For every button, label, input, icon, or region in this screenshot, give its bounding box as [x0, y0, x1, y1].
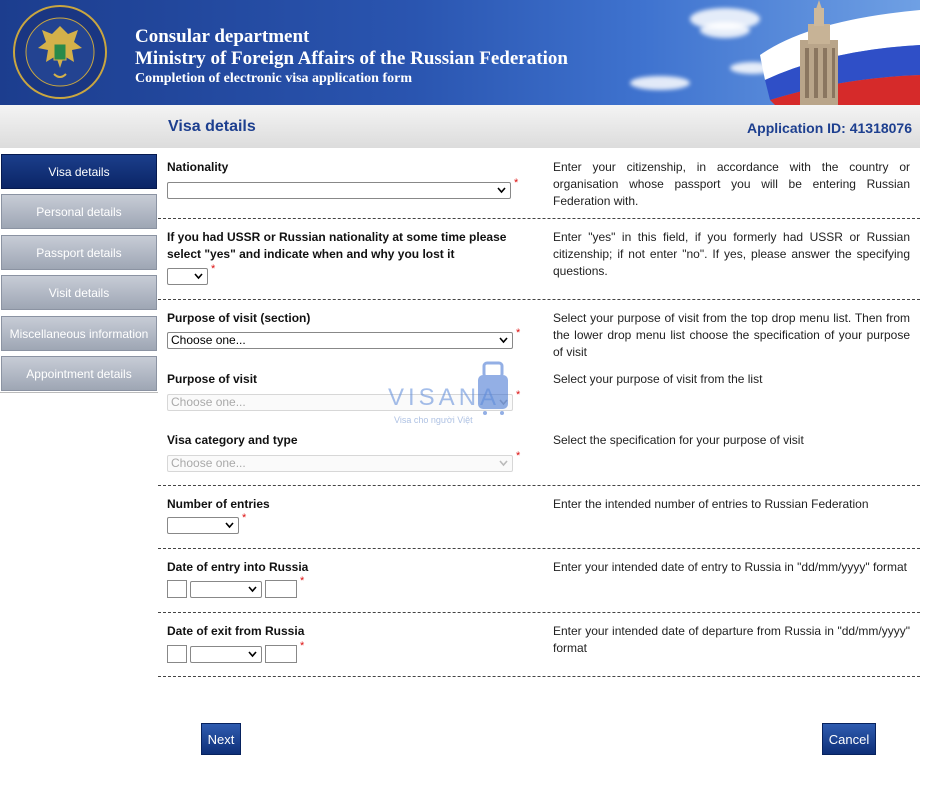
purpose-section-help: Select your purpose of visit from the top drop menu list. Then from the lower drop menu list choose the specification of your purpose of visit	[553, 311, 910, 359]
ussr-label: If you had USSR or Russian nationality at some time please select "yes" and indicate when and why you lost it	[167, 230, 507, 261]
title-bar	[0, 105, 920, 148]
required-marker: *	[211, 263, 216, 275]
cloud-decoration	[630, 76, 690, 90]
ussr-select[interactable]	[167, 268, 208, 285]
chevron-down-icon	[224, 519, 235, 532]
sidebar-nav	[0, 153, 158, 393]
purpose-help: Select your purpose of visit from the list	[553, 372, 763, 386]
required-marker: *	[300, 575, 305, 587]
site-header	[0, 0, 920, 105]
chevron-down-icon	[247, 583, 258, 596]
visa-category-label: Visa category and type	[167, 433, 298, 447]
cloud-decoration	[700, 22, 750, 38]
russian-flag-icon	[750, 0, 920, 105]
chevron-down-icon	[496, 184, 507, 197]
sidebar-item-appointment-details[interactable]	[1, 356, 157, 391]
next-button-label: Next	[207, 731, 235, 747]
ministry-emblem-icon	[12, 4, 108, 100]
ministry-title: Ministry of Foreign Affairs of the Russian Federation	[135, 48, 568, 69]
purpose-label: Purpose of visit	[167, 372, 258, 386]
header-text	[135, 26, 568, 88]
watermark-brand: VISANA	[388, 384, 501, 411]
required-marker: *	[516, 389, 521, 401]
form-subtitle: Completion of electronic visa application form	[135, 71, 412, 86]
exit-day-input[interactable]	[167, 645, 187, 663]
sidebar-item-label: Miscellaneous information	[9, 326, 149, 341]
exit-date-label: Date of exit from Russia	[167, 624, 305, 638]
exit-year-input[interactable]	[265, 645, 297, 663]
chevron-down-icon	[193, 270, 204, 283]
purpose-value: Choose one...	[171, 395, 246, 409]
purpose-section-label: Purpose of visit (section)	[167, 311, 311, 325]
chevron-down-icon	[498, 334, 509, 347]
page-title: Visa details	[168, 118, 256, 135]
chevron-down-icon	[498, 457, 509, 470]
entries-select[interactable]	[167, 517, 239, 534]
sidebar-item-visit-details[interactable]	[1, 275, 157, 310]
entries-section	[158, 486, 920, 549]
entries-label: Number of entries	[167, 497, 270, 511]
sidebar-item-label: Visa details	[48, 164, 110, 179]
required-marker: *	[516, 450, 521, 462]
entry-date-label: Date of entry into Russia	[167, 560, 309, 574]
nationality-select[interactable]	[167, 182, 511, 199]
required-marker: *	[514, 177, 519, 189]
sidebar-item-label: Passport details	[36, 245, 122, 260]
entry-month-select[interactable]	[190, 581, 262, 598]
department-title: Consular department	[135, 26, 310, 47]
ministry-building-icon	[800, 0, 838, 105]
entry-date-section	[158, 549, 920, 613]
nationality-label: Nationality	[167, 160, 229, 174]
purpose-section-select[interactable]	[167, 332, 513, 349]
visa-category-value: Choose one...	[171, 456, 246, 470]
visa-category-select[interactable]	[167, 455, 513, 472]
sidebar-item-miscellaneous[interactable]	[1, 316, 157, 351]
entry-year-input[interactable]	[265, 580, 297, 598]
exit-date-help: Enter your intended date of departure from Russia in "dd/mm/yyyy" format	[553, 624, 910, 655]
purpose-section-value: Choose one...	[171, 333, 246, 347]
sidebar-item-label: Appointment details	[26, 366, 132, 381]
sidebar-item-label: Visit details	[48, 285, 110, 300]
entry-day-input[interactable]	[167, 580, 187, 598]
cancel-button[interactable]	[822, 723, 876, 755]
watermark-tagline: Visa cho người Việt	[394, 415, 473, 425]
ussr-help: Enter "yes" in this field, if you formerly had USSR or Russian citizenship; if not enter "no". If yes, please answer the specifying questions.	[553, 230, 910, 278]
cancel-button-label: Cancel	[828, 731, 870, 747]
required-marker: *	[300, 640, 305, 652]
application-id: Application ID: 41318076	[747, 120, 912, 136]
nationality-help: Enter your citizenship, in accordance with the country or organisation whose passport you will be entering Russian Federation with.	[553, 160, 910, 208]
sidebar-item-passport-details[interactable]	[1, 235, 157, 270]
nationality-section	[158, 153, 920, 219]
required-marker: *	[242, 512, 247, 524]
sidebar-item-visa-details[interactable]	[1, 154, 157, 189]
visa-category-help: Select the specification for your purpose of visit	[553, 433, 804, 447]
next-button[interactable]	[201, 723, 241, 755]
visana-watermark	[388, 357, 548, 429]
exit-month-select[interactable]	[190, 646, 262, 663]
sidebar-item-personal-details[interactable]	[1, 194, 157, 229]
chevron-down-icon	[247, 648, 258, 661]
required-marker: *	[516, 327, 521, 339]
entry-date-help: Enter your intended date of entry to Russia in "dd/mm/yyyy" format	[553, 560, 908, 574]
sidebar-item-label: Personal details	[36, 204, 122, 219]
exit-date-section	[158, 613, 920, 677]
entries-help: Enter the intended number of entries to Russian Federation	[553, 497, 869, 511]
ussr-section	[158, 219, 920, 300]
